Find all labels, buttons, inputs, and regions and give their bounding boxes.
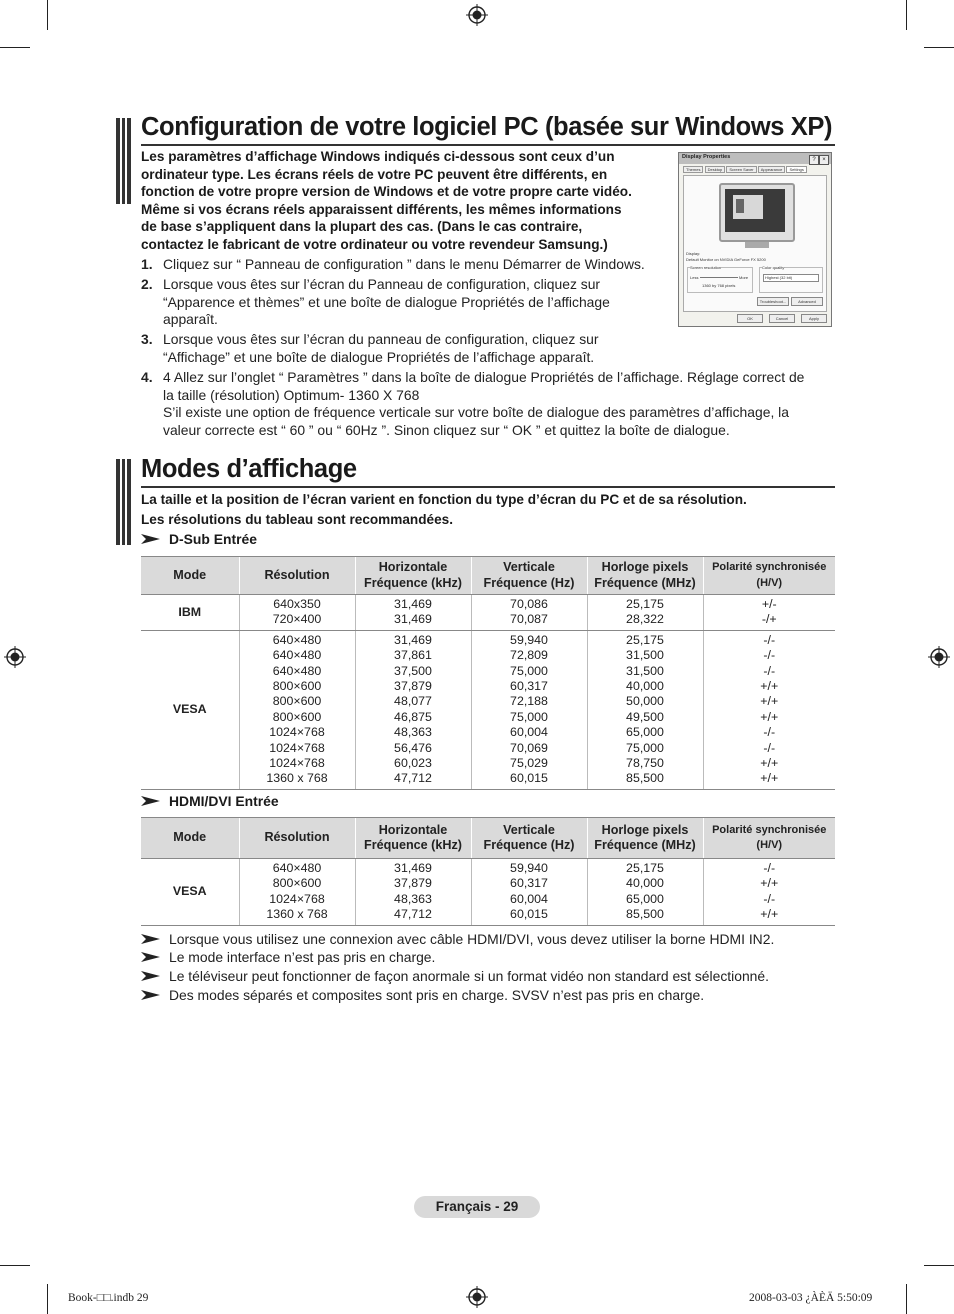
cell-line: 31,469 (394, 632, 432, 647)
intro-line: Les résolutions du tableau sont recommandées. (141, 512, 453, 527)
resolution-value: 1360 by 768 pixels (702, 283, 736, 288)
cell-line: 47,712 (394, 771, 432, 786)
cell-line: 70,069 (510, 740, 548, 755)
cell-line: +/+ (760, 876, 779, 891)
cell-line: 60,317 (510, 876, 548, 891)
header-resolution: Résolution (239, 557, 355, 595)
cell-line: 60,015 (510, 771, 548, 786)
registration-mark-icon (466, 1286, 488, 1308)
dialog-tabs (683, 167, 807, 172)
color-group (759, 267, 823, 293)
cell-line: -/+ (761, 612, 777, 627)
resolution-label: Screen resolution (690, 265, 722, 270)
cell-resolution (239, 630, 355, 789)
step-text: valeur correcte est “ 60 ” ou “ 60Hz ”. Sinon cliquez sur “ OK ” et quittez la boîte de dialogue. (163, 421, 730, 438)
cell-line: 1360 x 768 (266, 771, 328, 786)
note-2 (141, 949, 435, 965)
step-text: Lorsque vous êtes sur l’écran du panneau de configuration, cliquez sur (163, 331, 599, 347)
cell-line: 59,940 (510, 632, 548, 647)
step-text: apparaît. (163, 311, 218, 328)
cell-line: -/- (763, 861, 776, 875)
cell-line: +/+ (760, 756, 779, 771)
step-text: Lorsque vous êtes sur l’écran du Panneau de configuration, cliquez sur (163, 276, 601, 292)
dialog-title: Display Properties (682, 154, 731, 160)
cell-vertical-freq (471, 595, 587, 631)
header-pixel-clock: Horloge pixels Fréquence (MHz) (587, 818, 703, 859)
cell-line: +/+ (760, 679, 779, 694)
cell-line: -/- (763, 648, 776, 663)
header-vertical: Verticale Fréquence (Hz) (471, 818, 587, 859)
arrow-icon (141, 970, 161, 982)
title-underline (141, 144, 835, 146)
ok-button[interactable]: OK (737, 314, 763, 323)
cell-line: 75,000 (510, 709, 548, 724)
header-horizontal: Horizontale Fréquence (kHz) (355, 818, 471, 859)
cell-line: 640x350 (273, 597, 321, 611)
dsub-heading (141, 531, 257, 547)
footer-timestamp: 2008-03-03 ¿ÀÈÄ 5:50:09 (749, 1292, 873, 1304)
cell-horizontal-freq (355, 630, 471, 789)
cell-line: 78,750 (626, 756, 664, 771)
dsub-mode-table (141, 556, 835, 790)
advanced-button[interactable]: Advanced (791, 297, 823, 306)
cell-line: 25,175 (626, 632, 664, 647)
cell-line: 65,000 (626, 725, 664, 740)
cell-line: 37,500 (394, 663, 432, 678)
hdmi-label: HDMI/DVI Entrée (169, 793, 279, 809)
title-underline (141, 486, 835, 488)
cell-line: 70,086 (510, 597, 548, 611)
note-1 (141, 931, 774, 947)
display-label: Display: (686, 251, 701, 256)
cell-sync-polarity (703, 630, 835, 789)
tab-appearance[interactable]: Appearance (758, 166, 786, 173)
note-text: Lorsque vous utilisez une connexion avec câble HDMI/DVI, vous devez utiliser la borne HDMI IN2. (169, 931, 775, 947)
cell-line: -/- (763, 663, 776, 678)
cell-mode: VESA (141, 859, 239, 926)
crop-mark (906, 1284, 907, 1314)
hdmi-mode-table (141, 817, 835, 926)
cell-line: 25,175 (626, 597, 664, 611)
display-value: Default Monitor on NVIDIA GeForce FX 5200 (686, 257, 766, 262)
arrow-icon (141, 795, 161, 807)
tab-settings[interactable]: Settings (786, 166, 806, 173)
cell-mode: IBM (141, 595, 239, 631)
section-bar (116, 118, 131, 204)
intro-line: Même si vos écrans réels apparaissent différents, les mêmes informations (141, 201, 622, 217)
cell-line: 56,476 (394, 740, 432, 755)
tab-desktop[interactable]: Desktop (705, 166, 726, 173)
arrow-icon (141, 533, 161, 545)
arrow-icon (141, 989, 161, 1001)
note-text: Le téléviseur peut fonctionner de façon anormale si un format vidéo non standard est sélectionné. (169, 968, 769, 984)
color-select[interactable] (763, 274, 819, 282)
header-mode: Mode (141, 818, 239, 859)
step-text: 4 Allez sur l’onglet “ Paramètres ” dans la boîte de dialogue Propriétés de l’affichage. Réglage correct de (163, 369, 805, 385)
crop-mark (47, 1284, 48, 1314)
cell-line: 28,322 (626, 612, 664, 627)
tab-screen-saver[interactable]: Screen Saver (726, 166, 756, 173)
dialog-titlebar (679, 153, 831, 164)
cell-line: -/- (763, 740, 776, 755)
cell-line: 640×480 (272, 648, 322, 663)
cell-line: 48,077 (394, 694, 432, 709)
note-3 (141, 968, 769, 984)
cell-line: +/+ (760, 709, 779, 724)
cell-vertical-freq (471, 630, 587, 789)
section-bar (116, 459, 131, 545)
cell-line: 31,500 (626, 663, 664, 678)
cell-pixel-clock (587, 595, 703, 631)
cell-line: 25,175 (626, 861, 664, 875)
cell-line: 640×480 (272, 632, 322, 647)
cell-line: 640×480 (272, 663, 322, 678)
color-label: Color quality (762, 265, 785, 270)
hdmi-heading (141, 793, 279, 809)
crop-mark (0, 1265, 30, 1266)
cell-line: 75,000 (626, 740, 664, 755)
step-text: Cliquez sur “ Panneau de configuration ” dans le menu Démarrer de Windows. (163, 256, 645, 272)
tab-themes[interactable]: Themes (683, 166, 703, 173)
footer-file: Book-□□.indb 29 (68, 1292, 149, 1304)
crop-mark (924, 1265, 954, 1266)
cell-line: 31,469 (394, 612, 432, 627)
cell-line: 65,000 (626, 891, 664, 906)
crop-mark (924, 47, 954, 48)
crop-mark (47, 0, 48, 30)
monitor-stand (745, 242, 769, 248)
cell-line: 60,015 (510, 907, 548, 922)
cell-line: +/- (761, 597, 777, 611)
cell-line: 40,000 (626, 679, 664, 694)
cell-line: 1024×768 (269, 891, 325, 906)
cell-line: 75,000 (510, 663, 548, 678)
troubleshoot-button[interactable]: Troubleshoot... (757, 297, 789, 306)
cell-line: 60,004 (510, 891, 548, 906)
intro-line: La taille et la position de l’écran varient en fonction du type d’écran du PC et de sa résolution. (141, 492, 747, 507)
cell-line: 46,875 (394, 709, 432, 724)
cell-line: 31,469 (394, 861, 432, 875)
step-number: 4. (141, 369, 153, 385)
color-select-value: Highest (32 bit) (765, 275, 793, 280)
cell-line: 37,879 (394, 876, 432, 891)
cell-line: 72,188 (510, 694, 548, 709)
section-title-pc-config: Configuration de votre logiciel PC (basée sur Windows XP) (141, 113, 833, 141)
intro-line: de base s’appliquent dans la plupart des cas. (Dans le cas contraire, (141, 219, 583, 235)
step-number: 3. (141, 331, 153, 347)
help-button[interactable]: ? (809, 155, 819, 165)
cell-line: 48,363 (394, 891, 432, 906)
cell-line: 60,004 (510, 725, 548, 740)
cell-pixel-clock (587, 630, 703, 789)
cell-line: 60,023 (394, 756, 432, 771)
cell-line: 48,363 (394, 725, 432, 740)
cell-line: 40,000 (626, 876, 664, 891)
less-label: Less (690, 275, 699, 280)
cell-vertical-freq (471, 859, 587, 926)
cell-line: 85,500 (626, 907, 664, 922)
resolution-group (687, 267, 753, 293)
section-title-display-modes: Modes d’affichage (141, 455, 357, 483)
cell-resolution (239, 595, 355, 631)
arrow-icon (141, 951, 161, 963)
cell-line: 1024×768 (269, 725, 325, 740)
registration-mark-icon (928, 646, 950, 668)
table-row (141, 859, 835, 926)
step-text: “Affichage” et une boîte de dialogue Propriétés de l’affichage apparaît. (163, 348, 595, 365)
cell-line: -/- (763, 891, 776, 906)
cell-pixel-clock (587, 859, 703, 926)
table-row (141, 595, 835, 631)
intro-line: ordinateur type. Les écrans réels de votre PC peuvent être différents, en (141, 166, 608, 182)
intro-line: Les paramètres d’affichage Windows indiqués ci-dessous sont ceux d’un (141, 149, 615, 164)
cell-line: +/+ (760, 694, 779, 709)
cell-line: 72,809 (510, 648, 548, 663)
cell-line: 50,000 (626, 694, 664, 709)
cell-line: -/- (763, 632, 776, 647)
cell-line: 1360 x 768 (266, 907, 328, 922)
cell-sync-polarity (703, 859, 835, 926)
cell-line: -/- (763, 725, 776, 740)
cell-line: 70,087 (510, 612, 548, 627)
cell-line: 1024×768 (269, 740, 325, 755)
cell-line: 49,500 (626, 709, 664, 724)
table-row (141, 630, 835, 789)
cell-sync-polarity (703, 595, 835, 631)
cell-line: 800×600 (272, 709, 322, 724)
cancel-button[interactable]: Cancel (769, 314, 795, 323)
header-mode: Mode (141, 557, 239, 595)
cell-line: 800×600 (272, 694, 322, 709)
note-4 (141, 987, 704, 1003)
step-text: S’il existe une option de fréquence verticale sur votre boîte de dialogue des paramètres d’affichage, la (163, 404, 789, 421)
cell-mode: VESA (141, 630, 239, 789)
cell-line: 31,500 (626, 648, 664, 663)
note-text: Des modes séparés et composites sont pris en charge. SVSV n’est pas pris en charge. (169, 987, 705, 1003)
step-text: la taille (résolution) Optimum- 1360 X 768 (163, 386, 420, 403)
header-sync-polarity: Polarité synchronisée (H/V) (703, 818, 835, 859)
page-number-badge: Français - 29 (414, 1196, 540, 1218)
intro-line: fonction de votre propre version de Windows et de votre propre carte vidéo. (141, 184, 632, 200)
cell-line: 85,500 (626, 771, 664, 786)
cell-line: +/+ (760, 907, 779, 922)
cell-line: 720×400 (272, 612, 322, 627)
close-button[interactable]: × (819, 155, 829, 165)
cell-resolution (239, 859, 355, 926)
header-pixel-clock: Horloge pixels Fréquence (MHz) (587, 557, 703, 595)
intro-line: contactez le fabricant de votre ordinateur ou votre revendeur Samsung.) (141, 236, 608, 252)
step-number: 2. (141, 276, 153, 292)
cell-line: 1024×768 (269, 756, 325, 771)
cell-line: 800×600 (272, 876, 322, 891)
cell-horizontal-freq (355, 859, 471, 926)
cell-line: 37,861 (394, 648, 432, 663)
step-number: 1. (141, 256, 153, 272)
modes-intro (141, 490, 747, 530)
more-label: More (739, 275, 749, 280)
header-horizontal: Horizontale Fréquence (kHz) (355, 557, 471, 595)
note-text: Le mode interface n’est pas pris en charge. (169, 949, 436, 965)
display-properties-screenshot (678, 152, 832, 327)
cell-line: 37,879 (394, 679, 432, 694)
cell-line: 31,469 (394, 597, 432, 611)
step-text: “Apparence et thèmes” et une boîte de dialogue Propriétés de l’affichage (163, 293, 610, 310)
crop-mark (906, 0, 907, 30)
cell-horizontal-freq (355, 595, 471, 631)
cell-line: 75,029 (510, 756, 548, 771)
cell-line: +/+ (760, 771, 779, 786)
apply-button[interactable]: Apply (801, 314, 827, 323)
crop-mark (0, 47, 30, 48)
cell-line: 800×600 (272, 679, 322, 694)
arrow-icon (141, 933, 161, 945)
registration-mark-icon (466, 4, 488, 26)
intro-paragraph (141, 148, 632, 254)
cell-line: 47,712 (394, 907, 432, 922)
cell-line: 640×480 (272, 861, 322, 875)
resolution-slider[interactable] (700, 277, 738, 278)
dsub-label: D-Sub Entrée (169, 531, 257, 547)
registration-mark-icon (4, 646, 26, 668)
header-sync-polarity: Polarité synchronisée (H/V) (703, 557, 835, 595)
cell-line: 59,940 (510, 861, 548, 875)
cell-line: 60,317 (510, 679, 548, 694)
header-vertical: Verticale Fréquence (Hz) (471, 557, 587, 595)
header-resolution: Résolution (239, 818, 355, 859)
monitor-icon (719, 183, 795, 242)
